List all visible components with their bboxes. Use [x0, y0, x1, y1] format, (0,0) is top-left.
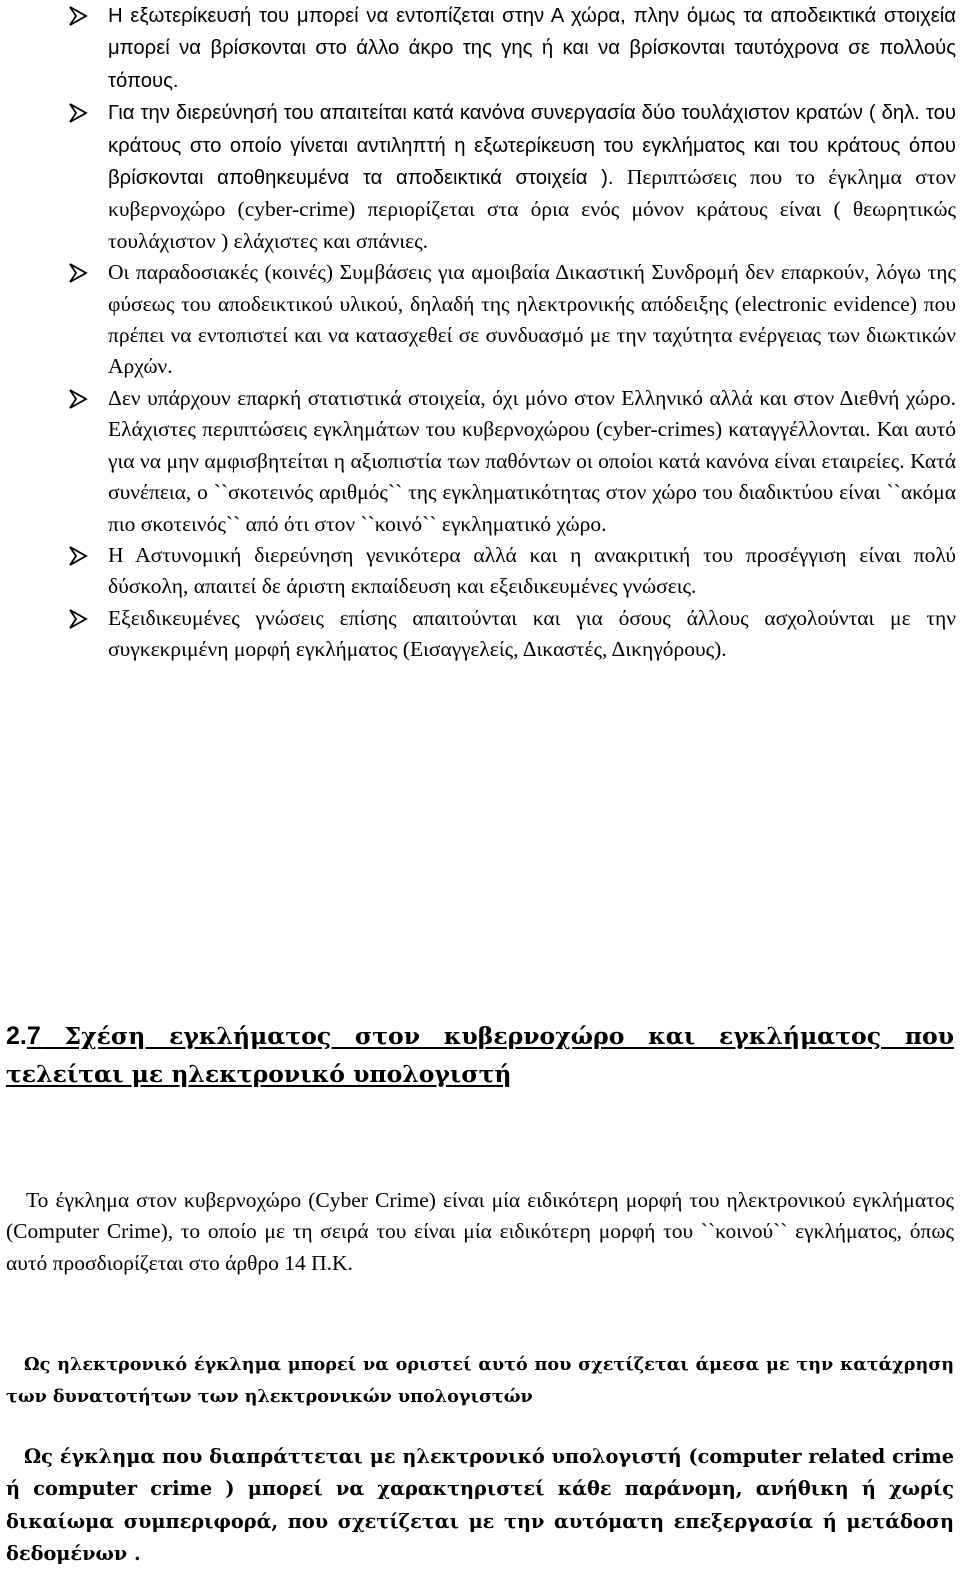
- section-number-prefix: 2.: [6, 1022, 27, 1050]
- bullet-text: Εξειδικευμένες γνώσεις επίσης απαιτούνται και για όσους άλλους ασχολούνται με την συγκεκριμένη μορφή εγκλήματος (Εισαγγελείς, Δικαστές, Δικηγόρους).: [108, 605, 956, 662]
- bullet-text: Περιπτώσεις που το έγκλημα στον κυβερνοχώρο (cyber-crime) περιορίζεται στα όρια ενός μόνον κράτους είναι ( θεωρητικώς τουλάχιστον ) ελάχιστες και σπάνιες.: [108, 165, 956, 253]
- arrowhead-bullet-icon: [68, 546, 88, 566]
- arrowhead-bullet-icon: [68, 6, 88, 26]
- definition-paragraph-2: Ως έγκλημα που διαπράττεται με ηλεκτρονικό υπολογιστή (computer related crime ή computer crime ) μπορεί να χαρακτηριστεί κάθε παράνομη, ανήθικη ή χωρίς δικαίωμα συμπεριφορά, που σχετίζεται με την αυτόματη επεξεργασία ή μετάδοση δεδομένων .: [6, 1445, 954, 1565]
- bullet-text: Η Αστυνομική διερεύνηση γενικότερα αλλά και η ανακριτική του προσέγγιση είναι πολύ δύσκολη, απαιτεί δε άριστη εκπαίδευση και εξειδικευμένες γνώσεις.: [108, 542, 956, 599]
- bullet-item: [0, 540, 960, 603]
- bullet-item: [0, 383, 960, 540]
- bullet-text: Οι παραδοσιακές (κοινές) Συμβάσεις για αμοιβαία Δικαστική Συνδρομή δεν επαρκούν, λόγω της φύσεως του αποδεικτικού υλικού, δηλαδή της ηλεκτρονικής απόδειξης (electronic evidence) που πρέπει να εντοπιστεί και να κατασχεθεί σε συνδυασμό με την ταχύτητα ενέργειας των διωκτικών Αρχών.: [108, 260, 956, 379]
- section-title-line2: τελείται με ηλεκτρονικό υπολογιστή: [6, 1060, 512, 1088]
- arrowhead-bullet-icon: [68, 609, 88, 629]
- bullet-list: [0, 0, 960, 666]
- arrowhead-bullet-icon: [68, 389, 88, 409]
- bullet-item: [0, 97, 960, 257]
- section-title-line1: Σχέση εγκλήματος στον κυβερνοχώρο και εγκλήματος που: [40, 1022, 954, 1050]
- bullet-text: Για την διερεύνησή του απαιτείται κατά κανόνα συνεργασία δύο τουλάχιστον κρατών ( δηλ. του κράτους στο οποίο γίνεται αντιληπτή η εξωτερίκευση του εγκλήματος και του κράτους όπου βρίσκονται αποθηκευμένα τα αποδεικτικά στοιχεία ).: [108, 102, 956, 190]
- intro-paragraph: Το έγκλημα στον κυβερνοχώρο (Cyber Crime) είναι μία ειδικότερη μορφή του ηλεκτρονικού εγκλήματος (Computer Crime), το οποίο με τη σειρά του είναι μία ειδικότερη μορφή του ``κοινού`` εγκλήματος, όπως αυτό προσδιορίζεται στο άρθρο 14 Π.Κ.: [6, 1188, 954, 1275]
- bullet-item: [0, 0, 960, 97]
- arrowhead-bullet-icon: [68, 103, 88, 123]
- bullet-item: [0, 257, 960, 383]
- definition-paragraph-1: Ως ηλεκτρονικό έγκλημα μπορεί να οριστεί αυτό που σχετίζεται άμεσα με την κατάχρηση των δυνατοτήτων των ηλεκτρονικών υπολογιστών: [6, 1354, 954, 1407]
- section-number-underlined: 7: [26, 1022, 41, 1050]
- section-heading: [6, 1017, 954, 1093]
- arrowhead-bullet-icon: [68, 263, 88, 283]
- bullet-text: Δεν υπάρχουν επαρκή στατιστικά στοιχεία, όχι μόνο στον Ελληνικό αλλά και στον Διεθνή χώρο. Ελάχιστες περιπτώσεις εγκλημάτων του κυβερνοχώρου (cyber-crimes) καταγγέλλονται. Και αυτό για να μην αμφισβητείται η αξιοπιστία των παθόντων οι οποίοι κατά κανόνα είναι εταιρείες. Κατά συνέπεια, ο ``σκοτεινός αριθμός`` της εγκληματικότητας στον χώρο του διαδικτύου είναι ``ακόμα πιο σκοτεινός`` από ότι στον ``κοινό`` εγκληματικό χώρο.: [108, 385, 956, 536]
- bullet-text: Η εξωτερίκευσή του μπορεί να εντοπίζεται στην Α χώρα, πλην όμως τα αποδεικτικά στοιχεία μπορεί να βρίσκονται στο άλλο άκρο της γης ή και να βρίσκονται ταυτόχρονα σε πολλούς τόπους.: [108, 5, 956, 92]
- bullet-item: [0, 603, 960, 666]
